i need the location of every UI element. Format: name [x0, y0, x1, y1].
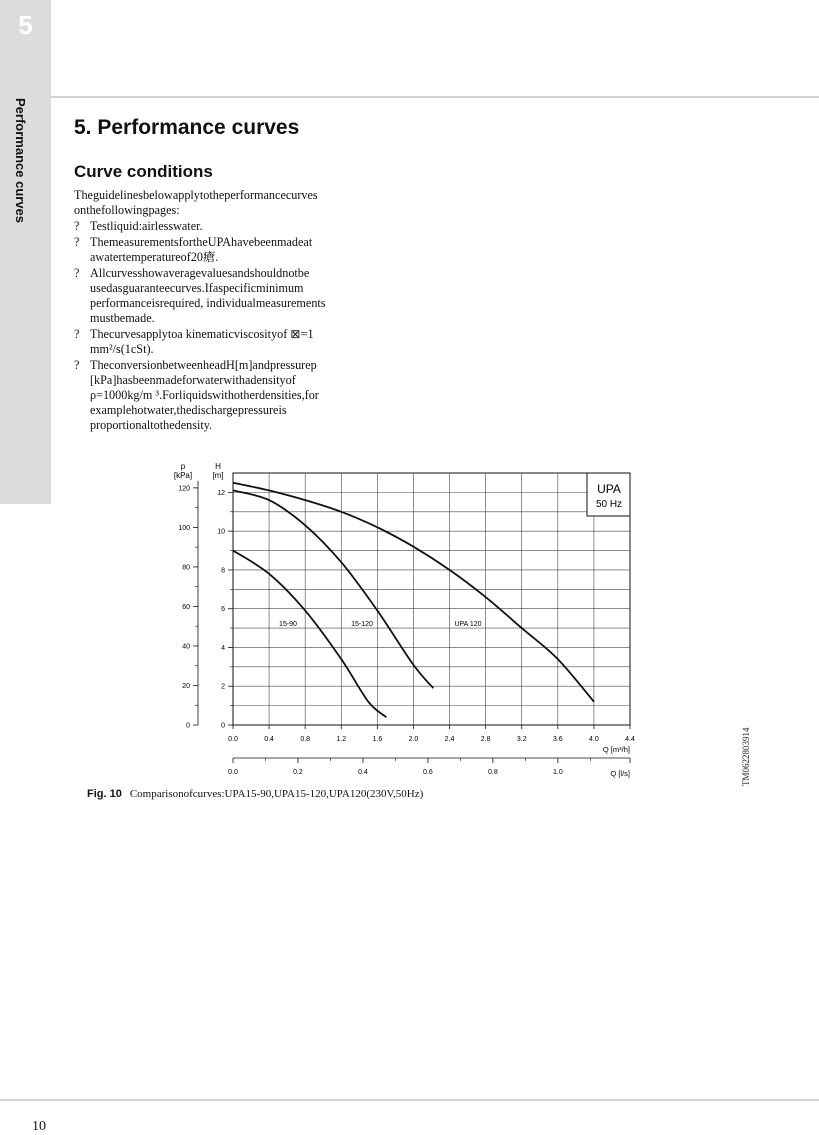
x-tick-label: 2.8 [480, 736, 491, 743]
bullet-line: [kPa]hasbeenmadeforwaterwithadensityof [90, 373, 296, 387]
head-axis-unit: [m] [212, 471, 224, 480]
pressure-tick-label: 20 [182, 682, 190, 690]
x2-tick-label: 0.8 [488, 769, 498, 776]
pump-type-label: UPA [597, 482, 621, 496]
x-tick-label: 2.0 [408, 736, 419, 743]
bullet-mark: ? [74, 219, 80, 233]
pressure-axis-unit: [kPa] [173, 471, 193, 480]
x-tick-label: 0.0 [228, 736, 238, 743]
bullet-line: Allcurvesshowaveragevaluesandshouldnotbe [90, 266, 310, 280]
bullet-line: ThemeasurementsfortheUPAhavebeenmadeat [90, 235, 313, 249]
bullet-mark: ? [74, 327, 80, 341]
series-label: UPA 120 [454, 621, 482, 629]
bullet-line: mm²/s(1cSt). [90, 342, 154, 356]
series-label: 15-120 [351, 621, 373, 629]
pressure-tick-label: 0 [186, 722, 190, 730]
bullet-line: usedasguaranteecurves.Ifaspecificminimum [90, 281, 304, 295]
bullet-mark: ? [74, 358, 80, 372]
bullet-mark: ? [74, 235, 80, 249]
x-tick-label: 4.4 [625, 736, 635, 743]
x-tick-label: 4.0 [589, 736, 599, 743]
x2-tick-label: 0.0 [228, 769, 238, 776]
head-axis-title: H [215, 462, 221, 471]
bullet-line: performanceisrequired, individualmeasurements [90, 296, 326, 310]
chart-legend-box [587, 473, 630, 516]
pressure-axis-title: p [180, 462, 186, 471]
chart-axes [174, 462, 635, 778]
head-tick-label: 8 [221, 567, 225, 575]
page-number: 10 [32, 1119, 46, 1134]
x-tick-label: 0.8 [300, 736, 311, 743]
bullet-line: Thecurvesapplytoa kinematicviscosityof ⊠=1 [90, 327, 314, 341]
bullet-line: ρ=1000kg/m ³.Forliquidswithotherdensities,for [90, 388, 319, 402]
pressure-tick-label: 40 [182, 643, 190, 651]
page-title: 5. Performance curves [74, 116, 300, 139]
intro-line: Theguidelinesbelowapplytotheperformancecurves [74, 188, 318, 202]
intro-line: onthefollowingpages: [74, 203, 180, 217]
figure-caption-text: Comparisonofcurves:UPA15-90,UPA15-120,UPA120(230V,50Hz) [129, 788, 424, 800]
x-tick-label: 2.4 [444, 736, 455, 743]
section-side-label: Performance curves [13, 98, 28, 224]
head-tick-label: 2 [221, 683, 225, 691]
section-number: 5 [18, 10, 33, 40]
x2-tick-label: 1.0 [553, 769, 563, 776]
bullet-line: mustbemade. [90, 311, 155, 325]
drawing-reference: TM06228039​14 [741, 727, 751, 786]
x-axis-label: Q [m³/h] [602, 745, 630, 754]
x2-axis-label: Q [l/s] [610, 769, 630, 778]
bottom-rule [0, 1099, 819, 1101]
figure-number: Fig. 10 [87, 788, 122, 800]
pressure-tick-label: 80 [182, 564, 190, 572]
x-tick-label: 1.6 [372, 736, 383, 743]
figure-caption [87, 788, 423, 800]
x-tick-label: 3.2 [516, 736, 527, 743]
bullet-line: Testliquid:airlesswater. [90, 219, 203, 233]
head-tick-label: 12 [217, 489, 225, 497]
pressure-tick-label: 120 [178, 485, 190, 493]
bullet-line: examplehotwater,thedischargepressureis [90, 403, 287, 417]
frequency-label: 50 Hz [595, 499, 623, 510]
bullet-line: awatertemperatureof20瘡. [90, 250, 219, 264]
subsection-title: Curve conditions [74, 162, 213, 181]
bullet-mark: ? [74, 266, 80, 280]
bullet-line: proportionaltothedensity. [90, 418, 213, 432]
head-tick-label: 10 [217, 528, 225, 536]
head-tick-label: 4 [221, 644, 225, 652]
x-tick-label: 1.2 [336, 736, 347, 743]
x-tick-label: 3.6 [552, 736, 563, 743]
x-tick-label: 0.4 [264, 736, 274, 743]
curve-15-90 [233, 551, 386, 718]
head-tick-label: 0 [221, 722, 225, 730]
x2-tick-label: 0.4 [358, 769, 368, 776]
pressure-tick-label: 100 [178, 524, 190, 532]
head-tick-label: 6 [221, 606, 225, 614]
x2-tick-label: 0.2 [293, 769, 303, 776]
pressure-tick-label: 60 [182, 603, 190, 611]
series-label: 15-90 [279, 621, 297, 629]
x2-tick-label: 0.6 [423, 769, 433, 776]
bullet-line: TheconversionbetweenheadH[m]andpressurep [90, 358, 317, 372]
